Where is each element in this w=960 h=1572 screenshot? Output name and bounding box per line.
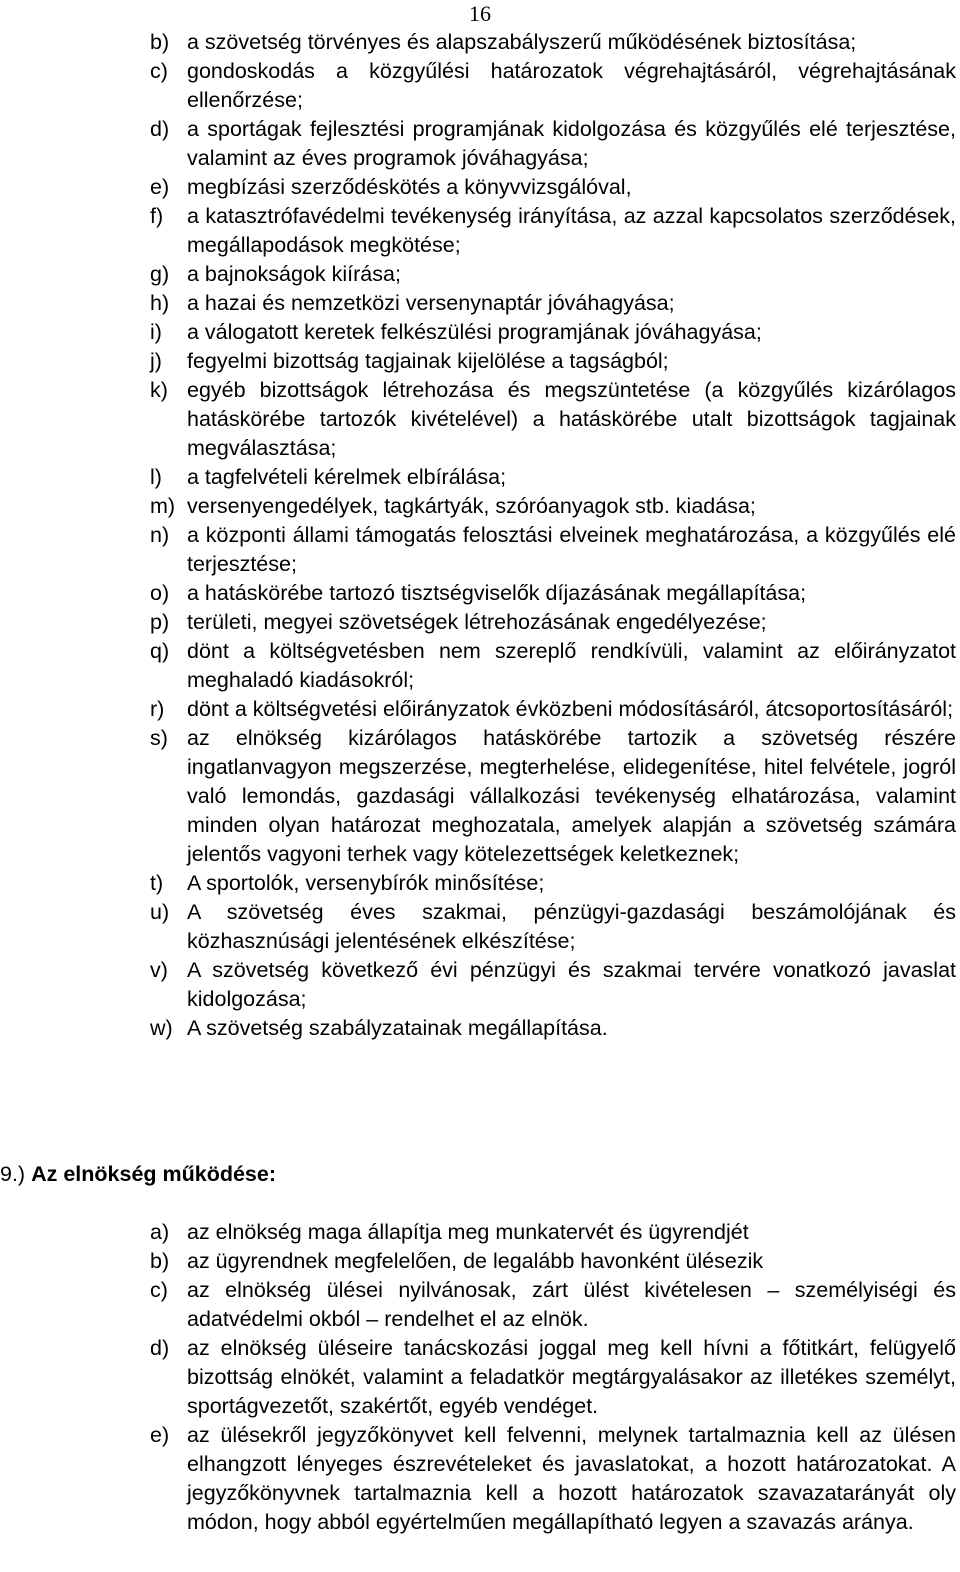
list-item	[150, 898, 956, 956]
list-item-text: A szövetség szabályzatainak megállapítása.	[187, 1016, 608, 1040]
list-item-text: a hazai és nemzetközi versenynaptár jóváhagyása;	[187, 291, 675, 315]
list-item	[150, 115, 956, 173]
section-number: 9.)	[0, 1162, 26, 1186]
list-marker: r)	[150, 697, 165, 721]
list-item-text: dönt a költségvetésben nem szereplő rendkívüli, valamint az előirányzatot meghaladó kiadásokról;	[187, 639, 956, 692]
list-item-text: fegyelmi bizottság tagjainak kijelölése a tagságból;	[187, 349, 669, 373]
list-item	[150, 173, 956, 202]
list-item-text: az elnökség üléseire tanácskozási joggal meg kell hívni a főtitkárt, felügyelő bizottság elnökét, valamint a feladatkör megtárgyalásakor az illetékes személyt, sportágvezetőt, szakértőt, egyéb vendéget.	[187, 1336, 956, 1418]
list-item	[150, 376, 956, 463]
list-item	[150, 1218, 956, 1247]
section-title: Az elnökség működése:	[31, 1162, 277, 1186]
list-item	[150, 724, 956, 869]
list-marker: p)	[150, 610, 170, 634]
list-item-text: gondoskodás a közgyűlési határozatok végrehajtásáról, végrehajtásának ellenőrzése;	[187, 59, 956, 112]
list-marker: n)	[150, 523, 170, 547]
list-item-text: A szövetség következő évi pénzügyi és szakmai tervére vonatkozó javaslat kidolgozása;	[187, 958, 956, 1011]
list-item	[150, 202, 956, 260]
list-marker: b)	[150, 30, 170, 54]
list-item-text: dönt a költségvetési előirányzatok évközbeni módosításáról, átcsoportosításáról;	[187, 697, 954, 721]
list-marker: v)	[150, 958, 168, 982]
list-item	[150, 289, 956, 318]
list-item	[150, 492, 956, 521]
list-item	[150, 956, 956, 1014]
list-marker: e)	[150, 175, 170, 199]
list-marker: i)	[150, 320, 162, 344]
list-marker: g)	[150, 262, 170, 286]
list-marker: u)	[150, 900, 170, 924]
list-marker: l)	[150, 465, 162, 489]
list-marker: c)	[150, 1278, 168, 1302]
competence-list	[150, 28, 956, 1043]
list-item	[150, 1247, 956, 1276]
list-item	[150, 260, 956, 289]
list-item	[150, 695, 956, 724]
list-item-text: a szövetség törvényes és alapszabályszerű működésének biztosítása;	[187, 30, 857, 54]
list-item-text: a tagfelvételi kérelmek elbírálása;	[187, 465, 507, 489]
operation-list	[150, 1218, 956, 1537]
list-item-text: megbízási szerződéskötés a könyvvizsgálóval,	[187, 175, 632, 199]
page-number: 16	[469, 1, 491, 26]
list-item	[150, 1014, 956, 1043]
list-item-text: az ülésekről jegyzőkönyvet kell felvenni, melynek tartalmaznia kell az ülésen elhangzott lényeges észrevételeket és javaslatokat, a hozott határozatokat. A jegyzőkönyvnek tartalmaznia kell a hozott határozatok szavazatarányát oly módon, hogy abból egyértelműen megállapítható legyen a szavazás aránya.	[187, 1423, 956, 1534]
list-item-text: A szövetség éves szakmai, pénzügyi-gazdasági beszámolójának és közhasznúsági jelentésének elkészítése;	[187, 900, 956, 953]
list-item	[150, 28, 956, 57]
list-item-text: területi, megyei szövetségek létrehozásának engedélyezése;	[187, 610, 767, 634]
list-item	[150, 1421, 956, 1537]
list-item-text: az elnökség kizárólagos hatáskörébe tartozik a szövetség részére ingatlanvagyon megszerzése, megterhelése, elidegenítése, hitel felvétele, jogról való lemondás, gazdasági vállalkozási tevékenység elhatározása, valamint minden olyan határozat meghozatala, amelyek alapján a szövetség számára jelentős vagyoni terhek vagy kötelezettségek keletkeznek;	[187, 726, 956, 866]
list-item-text: versenyengedélyek, tagkártyák, szóróanyagok stb. kiadása;	[187, 494, 756, 518]
list-item	[150, 579, 956, 608]
list-item-text: az ügyrendnek megfelelően, de legalább havonként ülésezik	[187, 1249, 764, 1273]
list-item	[150, 608, 956, 637]
list-marker: e)	[150, 1423, 170, 1447]
list-marker: d)	[150, 117, 170, 141]
list-item	[150, 637, 956, 695]
list-item	[150, 521, 956, 579]
list-marker: o)	[150, 581, 170, 605]
list-item-text: a katasztrófavédelmi tevékenység irányítása, az azzal kapcsolatos szerződések, megállapodások megkötése;	[187, 204, 956, 257]
list-marker: b)	[150, 1249, 170, 1273]
list-item-text: az elnökség ülései nyilvánosak, zárt ülést kivételesen – személyiségi és adatvédelmi okból – rendelhet el az elnök.	[187, 1278, 956, 1331]
list-item-text: az elnökség maga állapítja meg munkatervét és ügyrendjét	[187, 1220, 749, 1244]
section-heading	[0, 1160, 276, 1189]
list-item	[150, 869, 956, 898]
list-item-text: A sportolók, versenybírók minősítése;	[187, 871, 545, 895]
list-marker: m)	[150, 494, 176, 518]
list-marker: q)	[150, 639, 170, 663]
list-item-text: a bajnokságok kiírása;	[187, 262, 401, 286]
list-marker: h)	[150, 291, 170, 315]
list-item	[150, 318, 956, 347]
list-marker: w)	[150, 1016, 173, 1040]
list-marker: j)	[150, 349, 162, 373]
list-item	[150, 463, 956, 492]
list-marker: t)	[150, 871, 164, 895]
list-marker: d)	[150, 1336, 170, 1360]
list-item	[150, 57, 956, 115]
list-item-text: a sportágak fejlesztési programjának kidolgozása és közgyűlés elé terjesztése, valamint az éves programok jóváhagyása;	[187, 117, 956, 170]
list-item-text: a válogatott keretek felkészülési programjának jóváhagyása;	[187, 320, 762, 344]
list-marker: k)	[150, 378, 168, 402]
list-item-text: egyéb bizottságok létrehozása és megszüntetése (a közgyűlés kizárólagos hatáskörébe tartozók kivételével) a hatáskörébe utalt bizottságok tagjainak megválasztása;	[187, 378, 956, 460]
list-marker: s)	[150, 726, 168, 750]
list-marker: c)	[150, 59, 168, 83]
list-item	[150, 1334, 956, 1421]
list-item	[150, 347, 956, 376]
list-item	[150, 1276, 956, 1334]
list-marker: f)	[150, 204, 164, 228]
list-item-text: a hatáskörébe tartozó tisztségviselők díjazásának megállapítása;	[187, 581, 807, 605]
list-item-text: a központi állami támogatás felosztási elveinek meghatározása, a közgyűlés elé terjesztése;	[187, 523, 956, 576]
list-marker: a)	[150, 1220, 170, 1244]
